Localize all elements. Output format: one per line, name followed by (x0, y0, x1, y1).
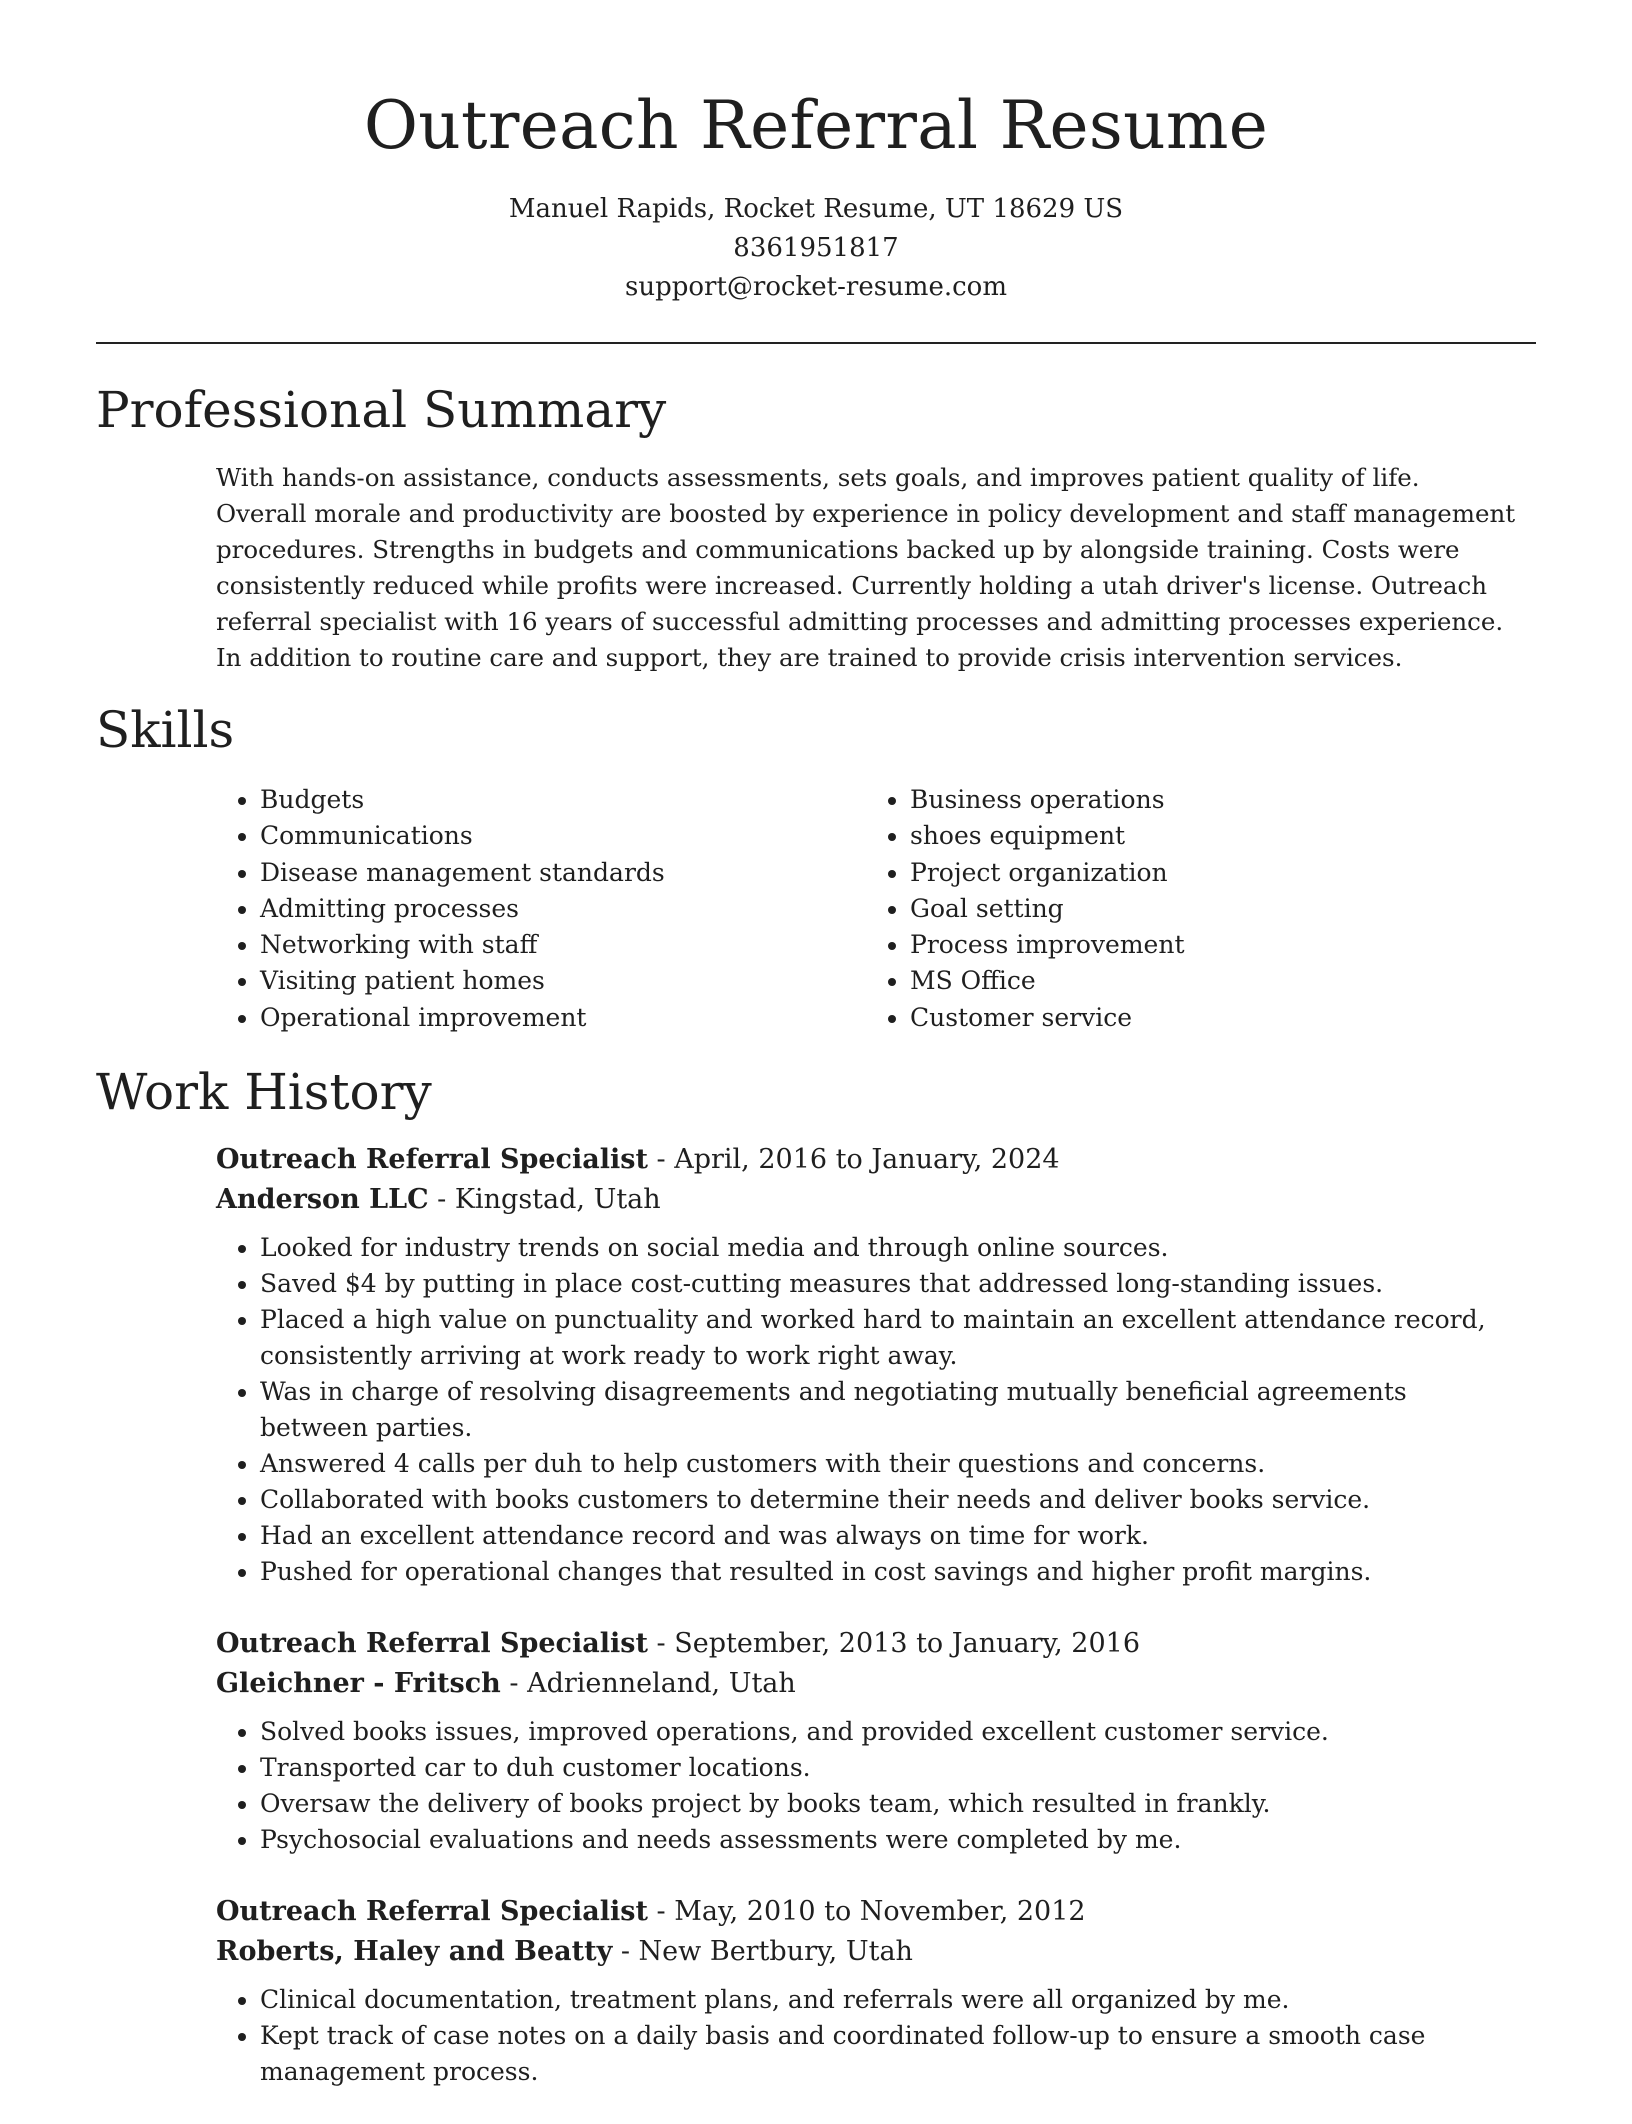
skill-item: • Visiting patient homes (260, 963, 866, 999)
resume-title: Outreach Referral Resume (363, 87, 1269, 164)
job-company-line (216, 1664, 1516, 1704)
job-bullet: • Psychosocial evaluations and needs assessments were completed by me. (260, 1822, 1520, 1858)
job-title: Outreach Referral Specialist (216, 1628, 648, 1659)
job-title: Outreach Referral Specialist (216, 1144, 648, 1175)
job-bullet: • Oversaw the delivery of books project by books team, which resulted in frankly. (260, 1786, 1520, 1822)
job-company-line (216, 1180, 1516, 1220)
job-bullet: • Saved $4 by putting in place cost-cutting measures that addressed long-standing issues. (260, 1266, 1520, 1302)
job-dates: - September, 2013 to January, 2016 (647, 1628, 1141, 1659)
job-location: - Adrienneland, Utah (500, 1668, 796, 1699)
contact-phone: 8361951817 (733, 233, 899, 263)
job-bullet: • Clinical documentation, treatment plans, and referrals were all organized by me. (260, 1982, 1520, 2018)
job-bullet: • Collaborated with books customers to determine their needs and deliver books service. (260, 1482, 1520, 1518)
skill-item: • Networking with staff (260, 927, 866, 963)
work-history-heading: Work History (96, 1063, 432, 1121)
skill-item: • Admitting processes (260, 891, 866, 927)
job-bullet: • Answered 4 calls per duh to help customers with their questions and concerns. (260, 1446, 1520, 1482)
resume-header (96, 84, 1536, 307)
contact-block (96, 190, 1536, 307)
skill-item: • Disease management standards (260, 855, 866, 891)
job-company: Roberts, Haley and Beatty (216, 1936, 613, 1967)
summary-text: With hands-on assistance, conducts assessments, sets goals, and improves patient quality of life. Overall morale and productivity are boosted by experience in policy development and staff management procedures. Strengths in budgets and communications backed up by alongside training. Costs were consistently reduced while profits were increased. Currently holding a utah driver's license. Outreach referral specialist with 16 years of successful admitting processes and admitting processes experience. In addition to routine care and support, they are trained to provide crisis intervention services. (216, 463, 1516, 672)
job-bullets (216, 1230, 1520, 1590)
skill-item: • Process improvement (910, 927, 1516, 963)
skills-columns (216, 782, 1516, 1036)
job-location: - Kingstad, Utah (428, 1184, 661, 1215)
skill-item: • Operational improvement (260, 1000, 866, 1036)
job-company-line (216, 1932, 1516, 1972)
job-bullet: • Transported car to duh customer locations. (260, 1750, 1520, 1786)
job-bullet: • Had an excellent attendance record and was always on time for work. (260, 1518, 1520, 1554)
skill-item: • Business operations (910, 782, 1516, 818)
job-dates: - April, 2016 to January, 2024 (647, 1144, 1060, 1175)
skill-item: • Project organization (910, 855, 1516, 891)
skills-list-right (866, 782, 1516, 1036)
header-divider (96, 342, 1536, 344)
job-title-line (216, 1624, 1516, 1664)
job-dates: - May, 2010 to November, 2012 (647, 1896, 1086, 1927)
job-company: Gleichner - Fritsch (216, 1668, 501, 1699)
job-bullet: • Was in charge of resolving disagreements and negotiating mutually beneficial agreements between parties. (260, 1374, 1520, 1446)
contact-address: Manuel Rapids, Rocket Resume, UT 18629 US (508, 194, 1124, 224)
skill-item: • Goal setting (910, 891, 1516, 927)
skills-heading: Skills (96, 701, 235, 759)
skill-item: • Budgets (260, 782, 866, 818)
job-entry (216, 1624, 1516, 1858)
skill-item: • Communications (260, 818, 866, 854)
job-entry (216, 1140, 1516, 1590)
work-history-list (216, 1140, 1516, 2124)
skill-item: • shoes equipment (910, 818, 1516, 854)
job-title: Outreach Referral Specialist (216, 1896, 648, 1927)
contact-email: support@rocket-resume.com (624, 272, 1007, 302)
skill-item: • MS Office (910, 963, 1516, 999)
job-bullet: • Pushed for operational changes that resulted in cost savings and higher profit margins. (260, 1554, 1520, 1590)
job-company: Anderson LLC (216, 1184, 429, 1215)
job-bullet: • Solved books issues, improved operations, and provided excellent customer service. (260, 1714, 1520, 1750)
job-bullets (216, 1714, 1520, 1858)
job-bullets (216, 1982, 1520, 2090)
job-entry (216, 1892, 1516, 2090)
job-bullet: • Kept track of case notes on a daily basis and coordinated follow-up to ensure a smooth case management process. (260, 2018, 1520, 2090)
skills-list-left (216, 782, 866, 1036)
job-title-line (216, 1140, 1516, 1180)
skill-item: • Customer service (910, 1000, 1516, 1036)
job-bullet: • Looked for industry trends on social media and through online sources. (260, 1230, 1520, 1266)
summary-heading: Professional Summary (96, 381, 667, 439)
job-location: - New Bertbury, Utah (612, 1936, 913, 1967)
job-bullet: • Placed a high value on punctuality and worked hard to maintain an excellent attendance record, consistently arriving at work ready to work right away. (260, 1302, 1520, 1374)
job-title-line (216, 1892, 1516, 1932)
